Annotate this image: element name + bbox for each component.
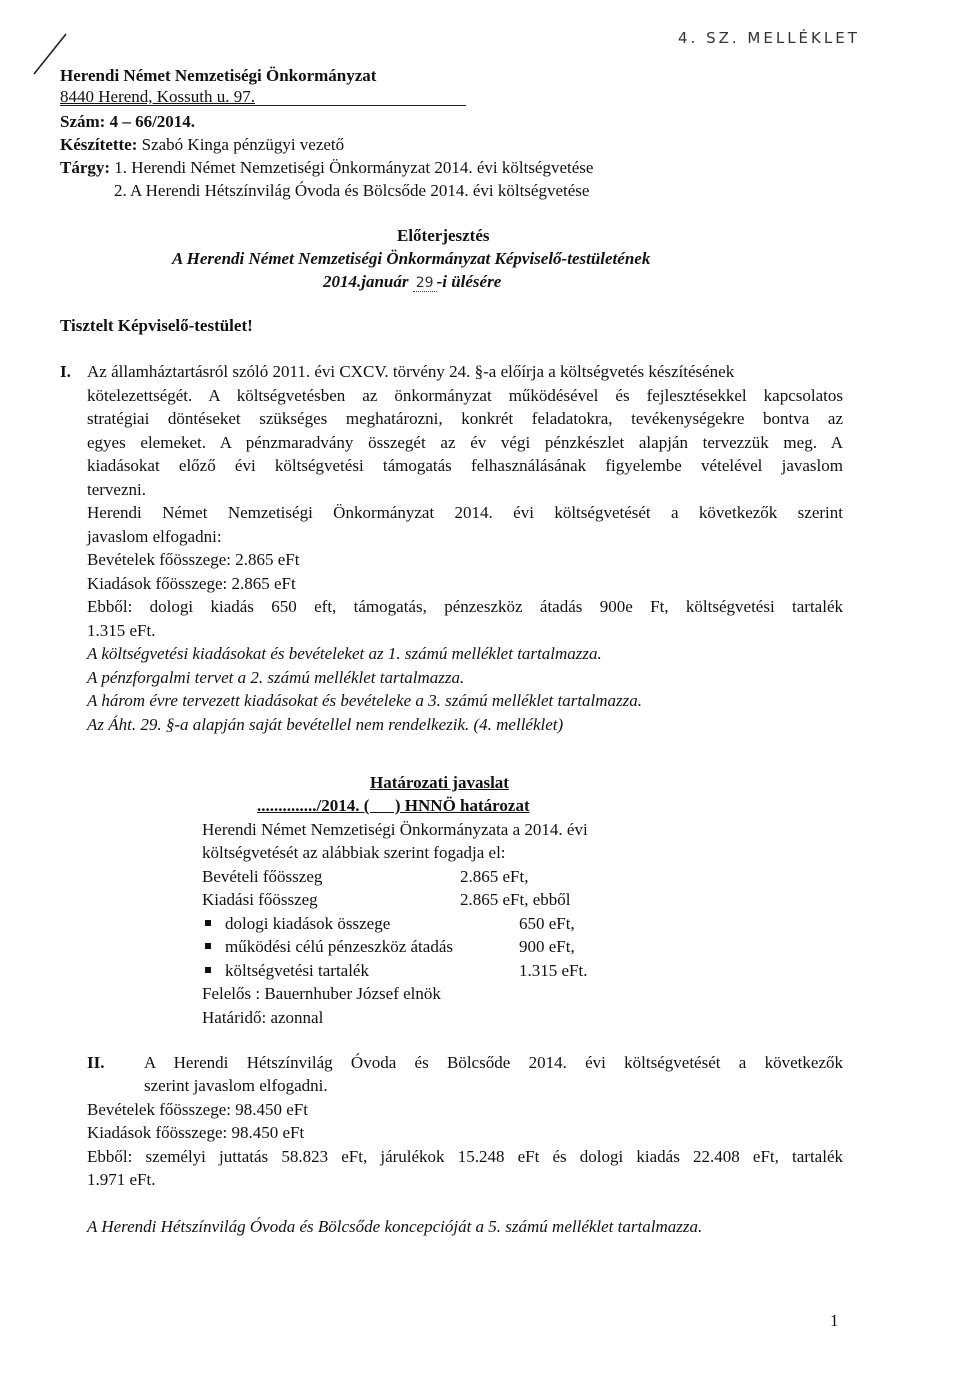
proposal-date-prefix: 2014.január	[323, 272, 409, 291]
bullet-label: költségvetési tartalék	[225, 961, 369, 980]
resolution-responsible: Felelős : Bauernhuber József elnök	[202, 984, 441, 1003]
subject-1: 1. Herendi Német Nemzetiségi Önkormányzat 2014. évi költségvetése	[114, 158, 594, 177]
section1-line3: stratégiai döntéseket szükséges meghatározni, konkrét feladatokra, tevékenységekre bontva az	[87, 409, 843, 428]
row-label: Bevételi főösszeg	[202, 867, 323, 886]
section1-annex-1: A költségvetési kiadásokat és bevételeket az 1. számú melléklet tartalmazza.	[87, 644, 602, 663]
resolution-line2: költségvetését az alábbiak szerint fogadja el:	[202, 843, 506, 862]
section1-line8: javaslom elfogadni:	[87, 527, 222, 546]
section2-line2: szerint javaslom elfogadni.	[144, 1076, 328, 1095]
proposal-subtitle: A Herendi Német Nemzetiségi Önkormányzat Képviselő-testületének	[172, 249, 651, 268]
section1-line7: Herendi Német Nemzetiségi Önkormányzat 2014. évi költségvetését a következők szerint	[87, 503, 843, 522]
bullet-item	[205, 961, 369, 981]
bullet-value: 1.315 eFt.	[519, 961, 588, 980]
bullet-label: dologi kiadások összege	[225, 914, 391, 933]
bullet-value: 650 eFt,	[519, 914, 575, 933]
subject-label: Tárgy:	[60, 158, 111, 177]
proposal-date	[323, 272, 501, 293]
section1-annex-4: Az Áht. 29. §-a alapján saját bevétellel nem rendelkezik. (4. melléklet)	[87, 715, 564, 734]
proposal-title: Előterjesztés	[397, 226, 490, 245]
section1-line6: tervezni.	[87, 480, 146, 499]
proposal-date-suffix: -i ülésére	[436, 272, 502, 291]
section2-line1: A Herendi Hétszínvilág Óvoda és Bölcsőde 2014. évi költségvetését a következők	[144, 1053, 843, 1072]
row-label: Kiadási főösszeg	[202, 890, 318, 909]
section2-breakdown-1: Ebből: személyi juttatás 58.823 eFt, járulékok 15.248 eFt és dologi kiadás 22.408 eFt, tartalék	[87, 1147, 843, 1166]
prepared-by-label: Készítette:	[60, 135, 138, 154]
resolution-row-expenses	[202, 890, 318, 910]
bullet-item	[205, 914, 390, 934]
section2-expenses: Kiadások főösszege: 98.450 eFt	[87, 1123, 305, 1142]
section2-breakdown-2: 1.971 eFt.	[87, 1170, 156, 1189]
section1-revenue: Bevételek főösszege: 2.865 eFt	[87, 550, 300, 569]
address-text: 8440 Herend, Kossuth u. 97.	[60, 87, 256, 106]
section1-numeral: I.	[60, 362, 71, 381]
prepared-by	[60, 135, 344, 155]
page-number: 1	[830, 1311, 839, 1330]
subject-line-2: 2. A Herendi Hétszínvilág Óvoda és Bölcsőde 2014. évi költségvetése	[114, 181, 590, 200]
handwritten-day: 29	[413, 275, 437, 292]
section1-breakdown-2: 1.315 eFt.	[87, 621, 156, 640]
subject-line-1	[60, 158, 593, 178]
section1-line4: egyes elemeket. A pénzmaradvány összegét az év végi pénzkészlet alapján tervezzük meg. A	[87, 433, 843, 452]
bullet-icon	[205, 920, 211, 926]
section1-breakdown-1: Ebből: dologi kiadás 650 eft, támogatás, pénzeszköz átadás 900e Ft, költségvetési tartalék	[87, 597, 843, 616]
section1-annex-3: A három évre tervezett kiadásokat és bevételeke a 3. számú melléklet tartalmazza.	[87, 691, 643, 710]
section2-revenue: Bevételek főösszege: 98.450 eFt	[87, 1100, 308, 1119]
address-underline	[60, 105, 466, 106]
section1-expenses: Kiadások főösszege: 2.865 eFt	[87, 574, 296, 593]
resolution-row-revenue-value: 2.865 eFt,	[460, 867, 529, 886]
prepared-by-value: Szabó Kinga pénzügyi vezető	[141, 135, 345, 154]
handwritten-annex-note: 4. SZ. MELLÉKLET	[678, 29, 860, 47]
resolution-row-revenue	[202, 867, 322, 887]
section1-line1: Az államháztartásról szóló 2011. évi CXCV. törvény 24. §-a előírja a költségvetés készítésének	[87, 362, 735, 381]
section1-line2: kötelezettségét. A költségvetésben az önkormányzat működésével és fejlesztésekkel kapcsolatos	[87, 386, 843, 405]
salutation: Tisztelt Képviselő-testület!	[60, 316, 253, 335]
bullet-label: működési célú pénzeszköz átadás	[225, 937, 453, 956]
org-address	[60, 87, 255, 107]
resolution-title: Határozati javaslat	[370, 773, 509, 792]
bullet-icon	[205, 943, 211, 949]
section1-line5: kiadásokat előző évi költségvetési támogatás felhasználásának figyelembe vételével javaslom	[87, 456, 843, 475]
section2-numeral: II.	[87, 1053, 105, 1072]
org-name: Herendi Német Nemzetiségi Önkormányzat	[60, 66, 377, 85]
bullet-value: 900 eFt,	[519, 937, 575, 956]
bullet-icon	[205, 967, 211, 973]
resolution-row-expenses-value: 2.865 eFt, ebből	[460, 890, 571, 909]
section1-annex-2: A pénzforgalmi tervet a 2. számú melléklet tartalmazza.	[87, 668, 465, 687]
resolution-number: ............../2014. ( ) HNNÖ határozat	[257, 796, 530, 815]
resolution-line1: Herendi Német Nemzetiségi Önkormányzata a 2014. évi	[202, 820, 588, 839]
ref-number: Szám: 4 – 66/2014.	[60, 112, 196, 131]
resolution-deadline: Határidő: azonnal	[202, 1008, 324, 1027]
bullet-item	[205, 937, 453, 957]
section2-annex-5: A Herendi Hétszínvilág Óvoda és Bölcsőde koncepcióját a 5. számú melléklet tartalmazza.	[87, 1217, 703, 1236]
